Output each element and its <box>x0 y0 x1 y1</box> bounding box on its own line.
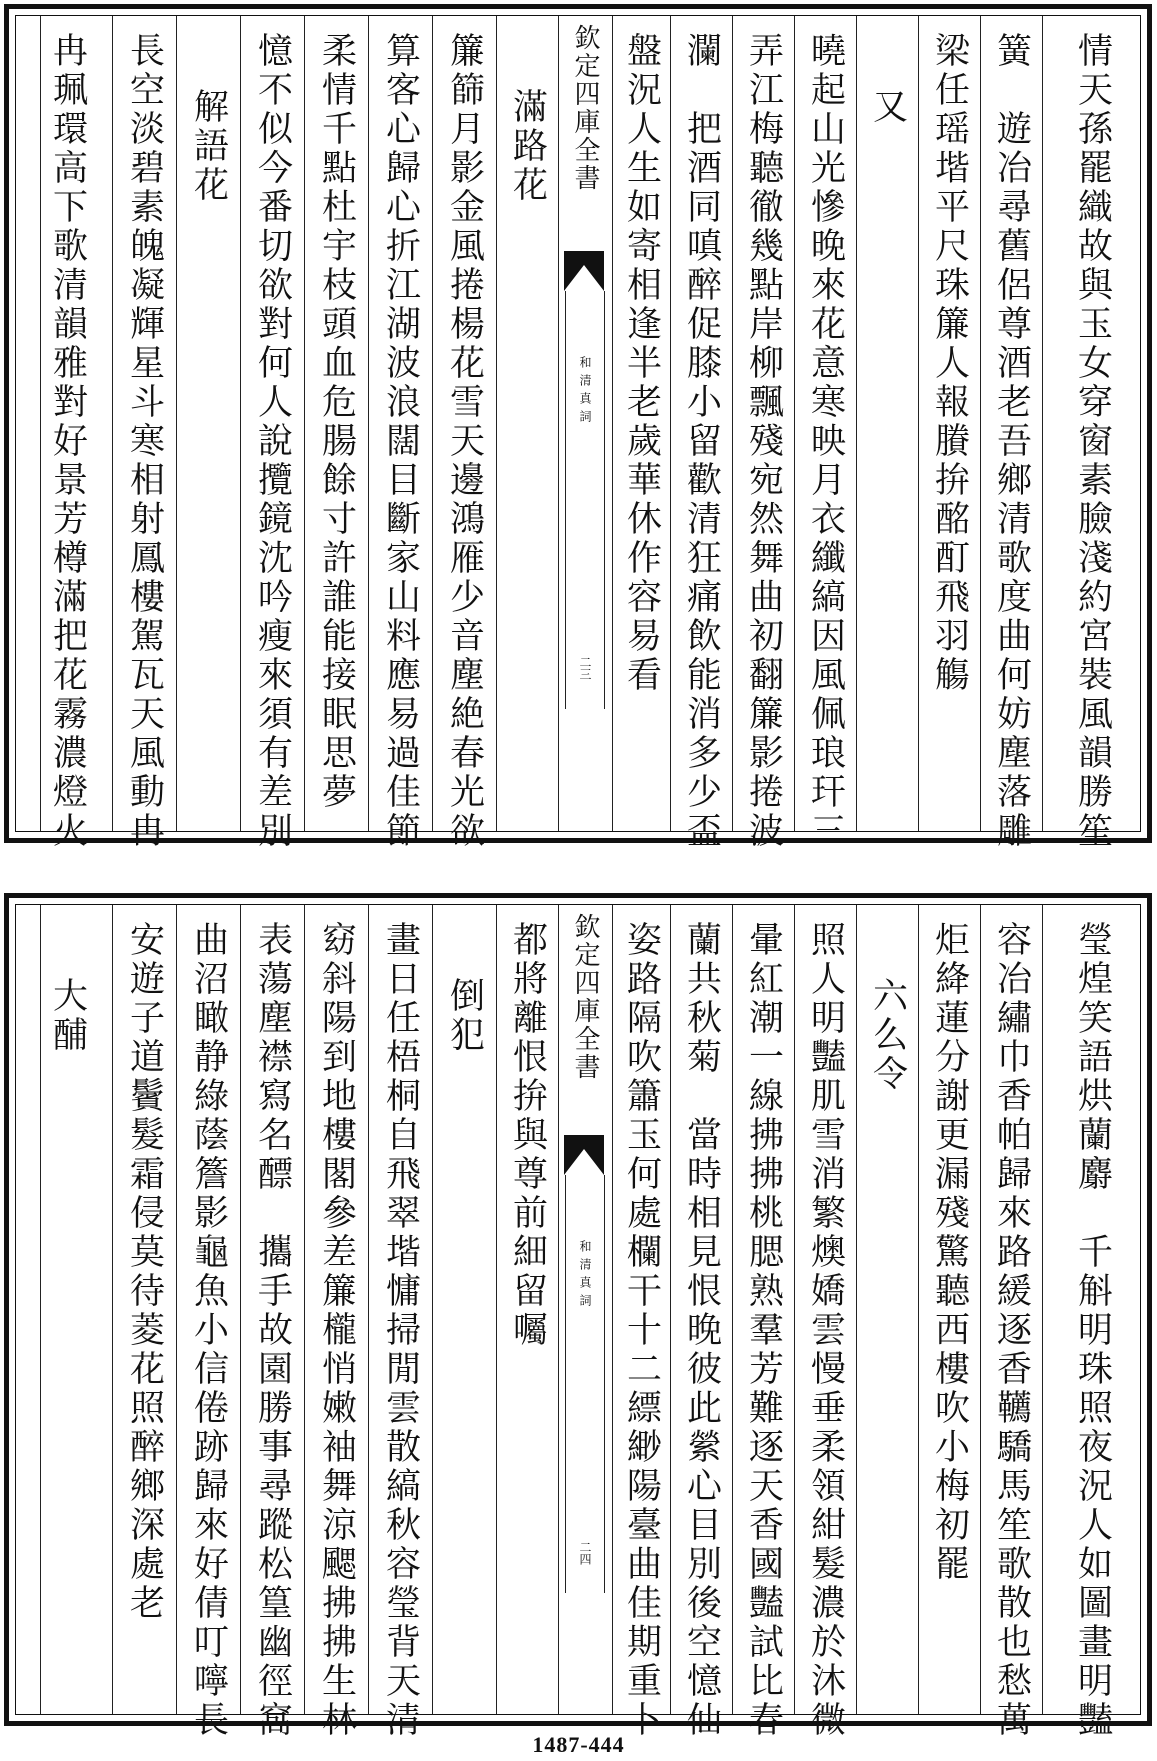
column-rule <box>856 905 857 1714</box>
column-text: 照人明豔肌雪消繁燠嬌雲慢垂柔領紺髮濃於沐微 <box>805 921 846 1740</box>
column-text: 畫日任梧桐自飛翠堦慵掃閒雲散縞秋容瑩背天清 <box>380 921 421 1740</box>
column-rule <box>918 905 919 1714</box>
text-column <box>980 905 1042 1740</box>
column-text: 算客心歸心折江湖波浪闊目斷家山料應易過佳節 <box>380 32 421 851</box>
text-column <box>112 16 176 851</box>
center-fold-column <box>558 905 612 1714</box>
column-text: 憶不似今番切欲對何人說攬鏡沈吟瘦來須有差別 <box>252 32 293 851</box>
column-rule <box>240 905 241 1714</box>
column-rule <box>368 16 369 831</box>
column-rule <box>304 905 305 1714</box>
column-text: 窈斜陽到地樓閣參差簾櫳悄嫩袖舞涼颸拂拂生林 <box>316 921 357 1740</box>
text-column <box>496 905 558 1714</box>
column-rule <box>980 16 981 831</box>
column-rule <box>918 16 919 831</box>
book-subtitle: 和清真詞 <box>578 356 592 428</box>
column-text: 冉珮環高下歌清韻雅對好景芳樽滿把花霧濃燈火 <box>47 32 88 851</box>
text-column <box>240 16 304 851</box>
column-text: 姿路隔吹簫玉何處欄干十二縹緲陽臺曲佳期重卜 <box>621 921 662 1740</box>
column-rule <box>1042 905 1043 1714</box>
page-frame <box>15 15 1141 851</box>
column-text: 安遊子道鬢髮霜侵莫待菱花照醉鄉深處老 <box>124 921 165 1623</box>
column-rule <box>558 905 559 1714</box>
column-text: 都將離恨拚與尊前細留囑 <box>507 921 548 1350</box>
column-text: 弄江梅聽徹幾點岸柳飄殘宛然舞曲初翻簾影捲波 <box>743 32 784 851</box>
text-column <box>368 16 432 851</box>
text-column <box>22 905 112 1714</box>
book-page-2 <box>4 893 1152 1740</box>
column-text: 表蕩塵襟寫名醥 攜手故園勝事尋蹤松篁幽徑窩 <box>252 921 293 1740</box>
text-column <box>918 905 980 1714</box>
text-column <box>176 16 240 831</box>
column-rule <box>40 905 41 1714</box>
column-text: 大酺 <box>47 977 88 1055</box>
column-text: 柔情千點杜宇枝頭血危腸餘寸許誰能接眠思夢 <box>316 32 357 812</box>
fishtail-mark-icon <box>564 251 604 291</box>
text-column <box>496 16 558 831</box>
column-rule <box>1042 16 1043 831</box>
column-rule <box>558 16 559 831</box>
column-text: 盤況人生如寄相逢半老歲華休作容易看 <box>621 32 662 695</box>
column-rule <box>432 905 433 1714</box>
column-text: 滿路花 <box>507 88 548 205</box>
column-text: 又 <box>867 88 908 127</box>
column-text: 暈紅潮一線拂拂桃腮熟羣芳難逐天香國豔試比春 <box>743 921 784 1740</box>
column-rule <box>112 16 113 831</box>
column-text: 梁任瑶堦平尺珠簾人報賸拚酩酊飛羽觴 <box>929 32 970 695</box>
column-rule <box>176 905 177 1714</box>
column-text: 曉起山光慘晚來花意寒映月衣纖縞因風佩琅玕三 <box>805 32 846 851</box>
text-column <box>670 16 732 851</box>
page-frame <box>15 904 1141 1740</box>
text-column <box>304 16 368 831</box>
center-fold-column <box>558 16 612 831</box>
column-text: 長空淡碧素魄凝輝星斗寒相射鳳樓駕瓦天風動冉 <box>124 32 165 851</box>
center-box <box>565 291 605 709</box>
column-text: 炬絳蓮分謝更漏殘驚聽西樓吹小梅初罷 <box>929 921 970 1584</box>
text-column <box>612 16 670 831</box>
text-column <box>794 905 856 1740</box>
text-column <box>856 16 918 831</box>
column-rule <box>40 16 41 831</box>
book-title: 欽定四庫全書 <box>570 24 600 192</box>
text-column <box>304 905 368 1740</box>
column-rule <box>304 16 305 831</box>
column-rule <box>612 905 613 1714</box>
text-column <box>980 16 1042 851</box>
column-text: 簾篩月影金風捲楊花雪天邊鴻雁少音塵絶春光欲 <box>444 32 485 851</box>
column-rule <box>432 16 433 831</box>
column-rule <box>794 905 795 1714</box>
column-rule <box>176 16 177 831</box>
column-text: 瑩煌笑語烘蘭麝 千斛明珠照夜況人如圖畫明豔 <box>1072 921 1113 1740</box>
column-rule <box>794 16 795 831</box>
column-rule <box>112 905 113 1714</box>
column-rule <box>496 905 497 1714</box>
column-rule <box>856 16 857 831</box>
text-column <box>1042 16 1142 851</box>
column-text: 瀾 把酒同嗔醉促膝小留歡清狂痛飲能消多少盃 <box>681 32 722 851</box>
column-text: 簧 遊冶尋舊侶尊酒老吾鄉清歌度曲何妨塵落雕 <box>991 32 1032 851</box>
text-column <box>794 16 856 851</box>
text-column <box>176 905 240 1740</box>
text-column <box>732 16 794 851</box>
page-number: 二四 <box>578 1541 592 1565</box>
text-column <box>240 905 304 1740</box>
center-box <box>565 1175 605 1593</box>
text-column <box>112 905 176 1714</box>
fishtail-mark-icon <box>564 1135 604 1175</box>
book-page-1 <box>4 4 1152 851</box>
column-text: 蘭共秋菊 當時相見恨晚彼此縈心目別後空憶仙 <box>681 921 722 1740</box>
text-column <box>612 905 670 1740</box>
text-column <box>670 905 732 1740</box>
column-text: 解語花 <box>188 88 229 205</box>
column-text: 情天孫罷織故與玉女穿窗素臉淺約宮裝風韻勝笙 <box>1072 32 1113 851</box>
text-column <box>1042 905 1142 1740</box>
column-text: 曲沼瞰静綠蔭簷影龜魚小信倦跡歸來好倩叮嚀長 <box>188 921 229 1740</box>
text-column <box>432 16 496 851</box>
page-number: 二三 <box>578 656 592 680</box>
column-rule <box>368 905 369 1714</box>
column-rule <box>496 16 497 831</box>
column-rule <box>980 905 981 1714</box>
page-footer-number: 1487-444 <box>532 1732 625 1757</box>
column-rule <box>732 16 733 831</box>
text-column <box>918 16 980 831</box>
text-column <box>856 905 918 1714</box>
book-subtitle: 和清真詞 <box>578 1240 592 1312</box>
text-column <box>22 16 112 851</box>
column-rule <box>670 16 671 831</box>
column-rule <box>732 905 733 1714</box>
column-text: 倒犯 <box>444 977 485 1055</box>
column-text: 容冶繡巾香帕歸來路緩逐香韉驕馬笙歌散也愁萬 <box>991 921 1032 1740</box>
text-column <box>432 905 496 1714</box>
book-title: 欽定四庫全書 <box>570 913 600 1081</box>
text-column <box>732 905 794 1740</box>
column-rule <box>670 905 671 1714</box>
column-rule <box>612 16 613 831</box>
column-text: 六么令 <box>867 977 908 1094</box>
column-rule <box>240 16 241 831</box>
text-column <box>368 905 432 1740</box>
